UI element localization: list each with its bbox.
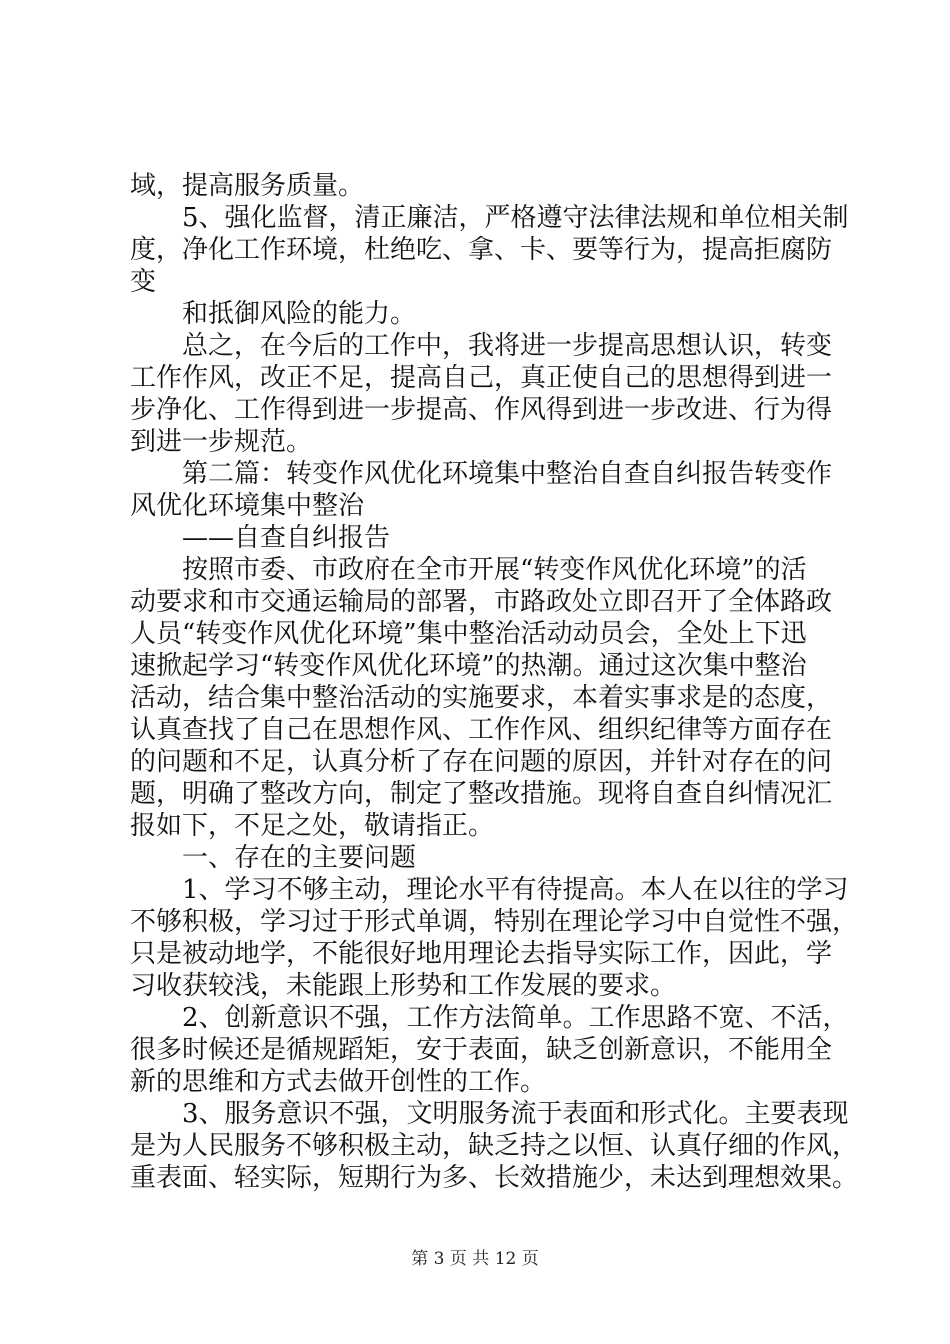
text-line: 域，提高服务质量。 bbox=[130, 171, 365, 201]
text-line: 5、强化监督，清正廉洁，严格遵守法律法规和单位相关制 bbox=[182, 203, 849, 233]
text-line: ——自查自纠报告 bbox=[182, 523, 391, 553]
text-line: 只是被动地学，不能很好地用理论去指导实际工作，因此，学 bbox=[130, 939, 833, 969]
text-line: 是为人民服务不够积极主动，缺乏持之以恒、认真仔细的作风， bbox=[130, 1131, 859, 1161]
text-line: 风优化环境集中整治 bbox=[130, 491, 365, 521]
text-line: 习收获较浅，未能跟上形势和工作发展的要求。 bbox=[130, 971, 677, 1001]
text-line: 和抵御风险的能力。 bbox=[182, 299, 417, 329]
text-line: 报如下，不足之处，敬请指正。 bbox=[130, 811, 495, 841]
text-line: 2、创新意识不强，工作方法简单。工作思路不宽、不活， bbox=[182, 1003, 849, 1033]
text-line: 的问题和不足，认真分析了存在问题的原因，并针对存在的问 bbox=[130, 747, 833, 777]
text-line: 题，明确了整改方向，制定了整改措施。现将自查自纠情况汇 bbox=[130, 779, 833, 809]
text-line: 第二篇：转变作风优化环境集中整治自查自纠报告转变作 bbox=[182, 459, 833, 489]
text-line: 总之，在今后的工作中，我将进一步提高思想认识，转变 bbox=[182, 331, 833, 361]
text-line: 一、存在的主要问题 bbox=[182, 843, 417, 873]
text-line: 很多时候还是循规蹈矩，安于表面，缺乏创新意识，不能用全 bbox=[130, 1035, 833, 1065]
text-line: 人员“转变作风优化环境”集中整治活动动员会，全处上下迅 bbox=[130, 619, 807, 649]
text-line: 工作作风，改正不足，提高自己，真正使自己的思想得到进一 bbox=[130, 363, 833, 393]
text-line: 不够积极，学习过于形式单调，特别在理论学习中自觉性不强， bbox=[130, 907, 859, 937]
text-line: 到进一步规范。 bbox=[130, 427, 313, 457]
text-line: 速掀起学习“转变作风优化环境”的热潮。通过这次集中整治 bbox=[130, 651, 807, 681]
text-line: 变 bbox=[130, 267, 157, 297]
text-line: 1、学习不够主动，理论水平有待提高。本人在以往的学习 bbox=[182, 875, 849, 905]
document-body bbox=[130, 170, 859, 1194]
text-line: 重表面、轻实际，短期行为多、长效措施少，未达到理想效果。 bbox=[130, 1163, 859, 1193]
text-line: 动要求和市交通运输局的部署，市路政处立即召开了全体路政 bbox=[130, 587, 833, 617]
text-line: 活动，结合集中整治活动的实施要求，本着实事求是的态度， bbox=[130, 683, 833, 713]
text-line: 步净化、工作得到进一步提高、作风得到进一步改进、行为得 bbox=[130, 395, 833, 425]
text-line: 3、服务意识不强，文明服务流于表面和形式化。主要表现 bbox=[182, 1099, 849, 1129]
text-line: 按照市委、市政府在全市开展“转变作风优化环境”的活 bbox=[182, 555, 807, 585]
text-line: 新的思维和方式去做开创性的工作。 bbox=[130, 1067, 547, 1097]
page-footer: 第 3 页 共 12 页 bbox=[411, 1249, 539, 1269]
text-line: 认真查找了自己在思想作风、工作作风、组织纪律等方面存在 bbox=[130, 715, 833, 745]
text-line: 度，净化工作环境，杜绝吃、拿、卡、要等行为，提高拒腐防 bbox=[130, 235, 833, 265]
